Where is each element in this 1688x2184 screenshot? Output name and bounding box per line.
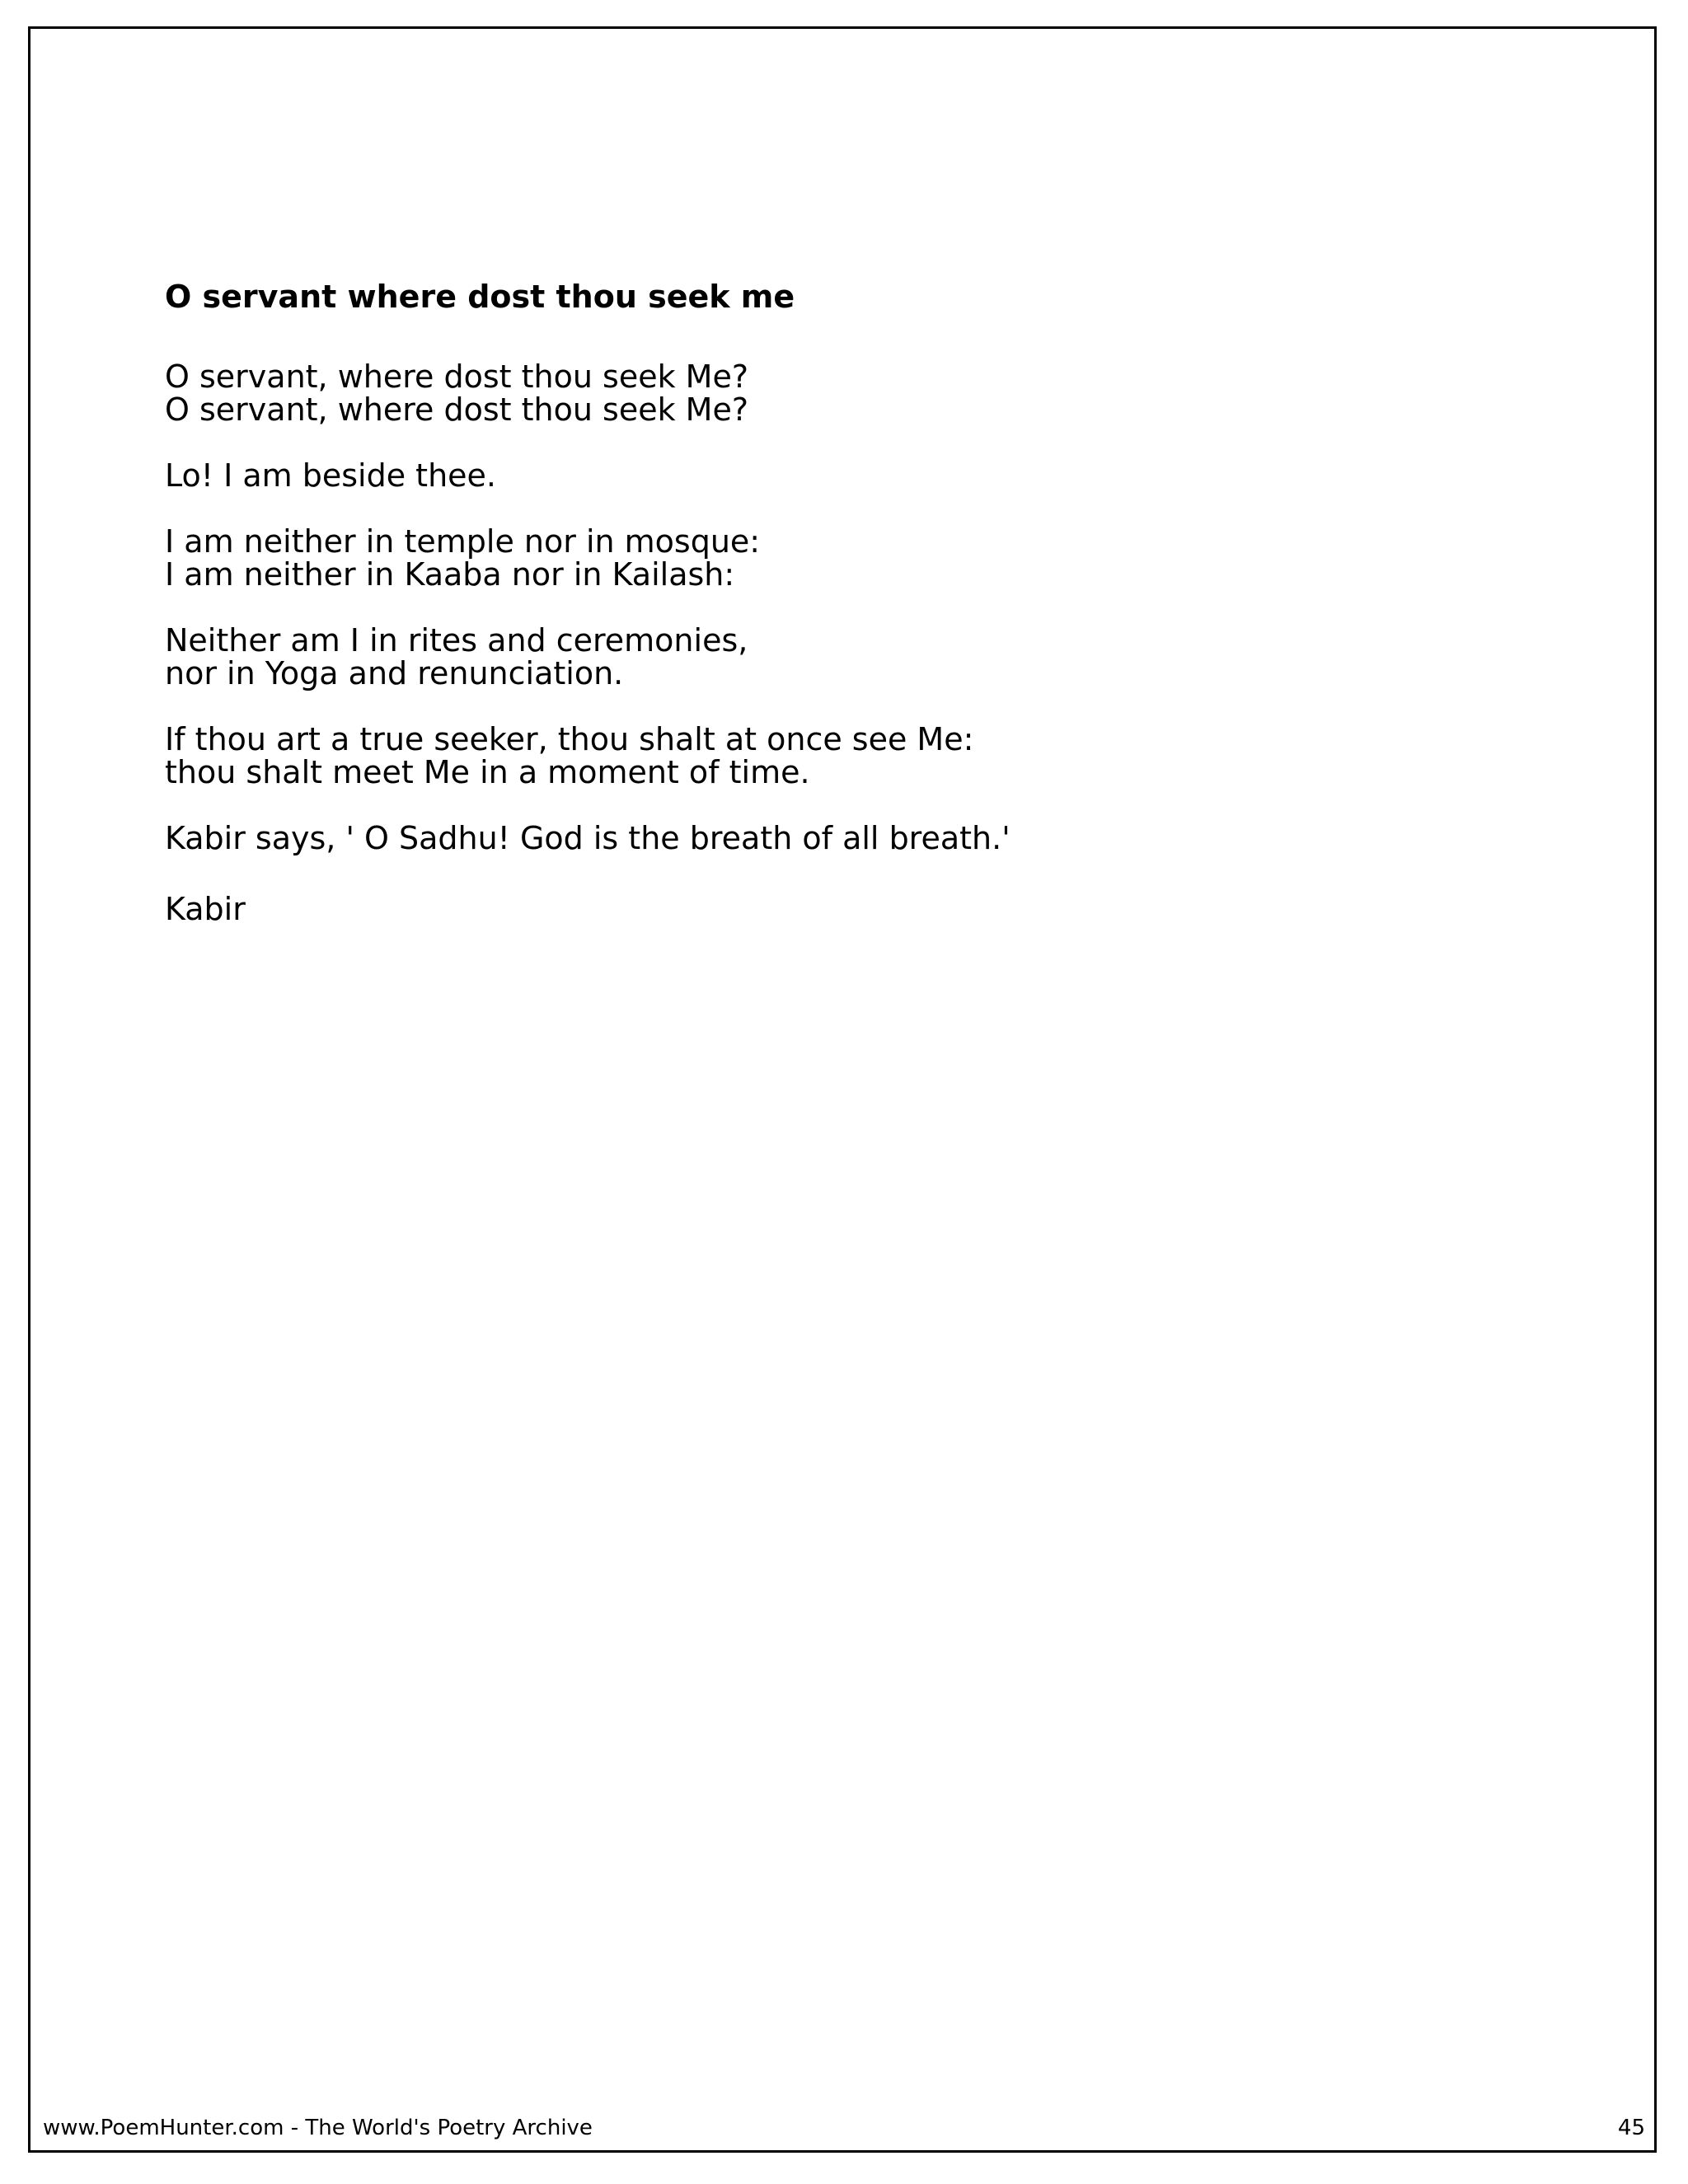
poem-line: Lo! I am beside thee. [165,457,496,494]
page-frame [28,26,1657,2153]
poem-author: Kabir [165,891,246,927]
stanza [165,624,1010,690]
poem-body [165,360,1010,888]
poem-line: O servant, where dost thou seek Me? [165,391,749,428]
stanza [165,525,1010,591]
footer-source: www.PoemHunter.com - The World's Poetry Archive [43,2116,593,2140]
stanza [165,822,1010,855]
poem-line: thou shalt meet Me in a moment of time. [165,754,810,790]
poem-line: Neither am I in rites and ceremonies, [165,622,748,658]
poem-line: nor in Yoga and renunciation. [165,655,624,691]
stanza [165,360,1010,426]
poem-line: I am neither in Kaaba nor in Kailash: [165,556,735,593]
stanza [165,459,1010,492]
page-number: 45 [1617,2116,1645,2140]
poem-line: I am neither in temple nor in mosque: [165,523,761,560]
poem-line: If thou art a true seeker, thou shalt at once see Me: [165,721,974,757]
poem-line: Kabir says, ' O Sadhu! God is the breath of all breath.' [165,820,1010,856]
poem-line: O servant, where dost thou seek Me? [165,359,749,395]
stanza [165,723,1010,789]
poem-title: O servant where dost thou seek me [165,279,795,315]
